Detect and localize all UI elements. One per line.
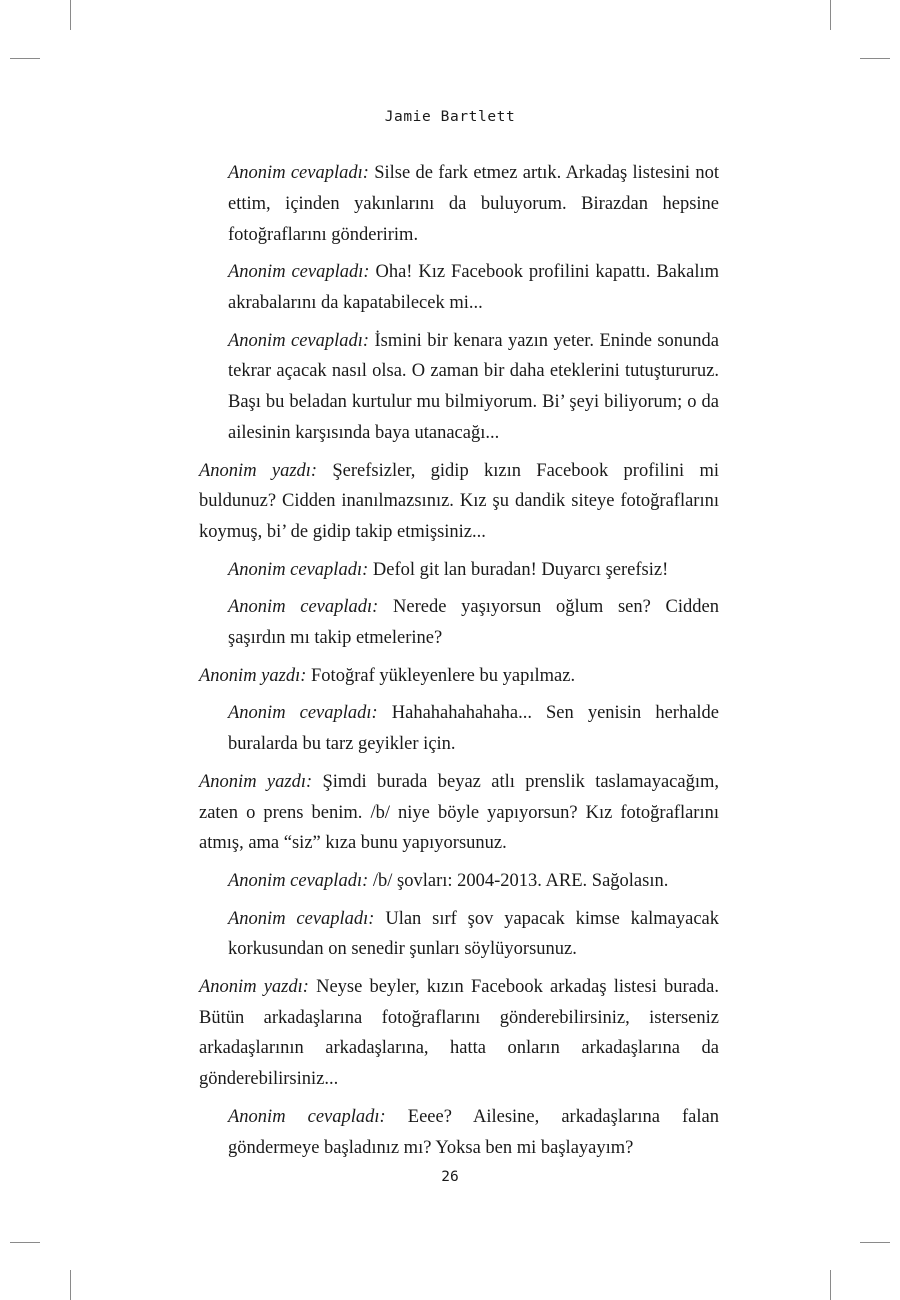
speaker-label: Anonim cevapladı: <box>228 908 375 929</box>
paragraph-text: İsmini bir kenara yazın yeter. Eninde sonunda tekrar açacak nasıl olsa. O zaman bir daha eteklerini tutuştururuz. Başı bu beladan kurtulur mu bilmiyorum. Bi’ şeyi biliyorum; o da ailesinin karşısında baya utanacağı... <box>228 330 720 443</box>
crop-mark <box>830 0 831 30</box>
speaker-label: Anonim cevapladı: <box>228 330 370 351</box>
speaker-label: Anonim cevapladı: <box>228 559 369 580</box>
crop-mark <box>860 1242 890 1243</box>
paragraph-reply <box>228 555 719 586</box>
speaker-label: Anonim cevapladı: <box>228 870 369 891</box>
paragraph-text: Nerede yaşıyorsun oğlum sen? Cidden şaşırdın mı takip etmelerine? <box>228 597 719 649</box>
paragraph-post <box>199 767 719 859</box>
speaker-label: Anonim cevapladı: <box>228 163 369 183</box>
paragraph-text: Silse de fark etmez artık. Arkadaş listesini not ettim, içinden yakınlarını da buluyorum. Birazdan hepsine fotoğraflarını gönderirim. <box>228 163 720 245</box>
speaker-label: Anonim cevapladı: <box>228 703 378 724</box>
crop-mark <box>10 58 40 59</box>
paragraph-text: Fotoğraf yükleyenlere bu yapılmaz. <box>306 665 576 686</box>
paragraph-text: Ulan sırf şov yapacak kimse kalmayacak korkusundan on senedir şunları söylüyorsunuz. <box>228 908 720 960</box>
crop-mark <box>70 0 71 30</box>
speaker-label: Anonim cevapladı: <box>228 597 379 618</box>
page-number: 26 <box>441 1169 459 1185</box>
paragraph-text: Hahahahahahaha... Sen yenisin herhalde buralarda bu tarz geyikler için. <box>228 703 720 755</box>
paragraph-reply <box>228 698 719 760</box>
body-text <box>199 158 719 1170</box>
speaker-label: Anonim yazdı: <box>199 460 318 481</box>
paragraph-text: Defol git lan buradan! Duyarcı şerefsiz! <box>368 559 669 580</box>
paragraph-post <box>199 456 719 548</box>
speaker-label: Anonim yazdı: <box>199 771 313 792</box>
paragraph-reply <box>228 1102 719 1164</box>
paragraph-text: Neyse beyler, kızın Facebook arkadaş listesi burada. Bütün arkadaşlarına fotoğraflarını gönderebilirsiniz, isterseniz arkadaşlarının arkadaşlarına, hatta onların arkadaşlarına da gönderebilirsiniz... <box>199 976 720 1090</box>
paragraph-text: /b/ şovları: 2004-2013. ARE. Sağolasın. <box>368 870 669 891</box>
paragraph-text: Oha! Kız Facebook profilini kapattı. Bakalım akrabalarını da kapatabilecek mi... <box>228 262 720 313</box>
paragraph-reply <box>228 866 719 897</box>
speaker-label: Anonim cevapladı: <box>228 1106 386 1127</box>
paragraph-post <box>199 972 719 1095</box>
paragraph-reply <box>228 158 719 250</box>
crop-mark <box>10 1242 40 1243</box>
paragraph-post <box>199 661 719 692</box>
crop-mark <box>830 1270 831 1300</box>
crop-mark <box>70 1270 71 1300</box>
paragraph-text: Eeee? Ailesine, arkadaşlarına falan göndermeye başladınız mı? Yoksa ben mi başlayayım? <box>228 1106 719 1158</box>
paragraph-reply <box>228 592 719 654</box>
speaker-label: Anonim yazdı: <box>199 976 309 997</box>
paragraph-text: Şerefsizler, gidip kızın Facebook profilini mi buldunuz? Cidden inanılmazsınız. Kız şu dandik siteye fotoğraflarını koymuş, bi’ de gidip takip etmişsiniz... <box>199 460 719 543</box>
speaker-label: Anonim yazdı: <box>199 665 307 686</box>
paragraph-reply <box>228 326 719 449</box>
speaker-label: Anonim cevapladı: <box>228 262 370 283</box>
crop-mark <box>860 58 890 59</box>
paragraph-text: Şimdi burada beyaz atlı prenslik taslamayacağım, zaten o prens benim. /b/ niye böyle yapıyorsun? Kız fotoğraflarını atmış, ama “siz” kıza bunu yapıyorsunuz. <box>199 771 719 854</box>
running-head: Jamie Bartlett <box>384 109 516 125</box>
paragraph-reply <box>228 257 719 319</box>
paragraph-reply <box>228 904 719 966</box>
